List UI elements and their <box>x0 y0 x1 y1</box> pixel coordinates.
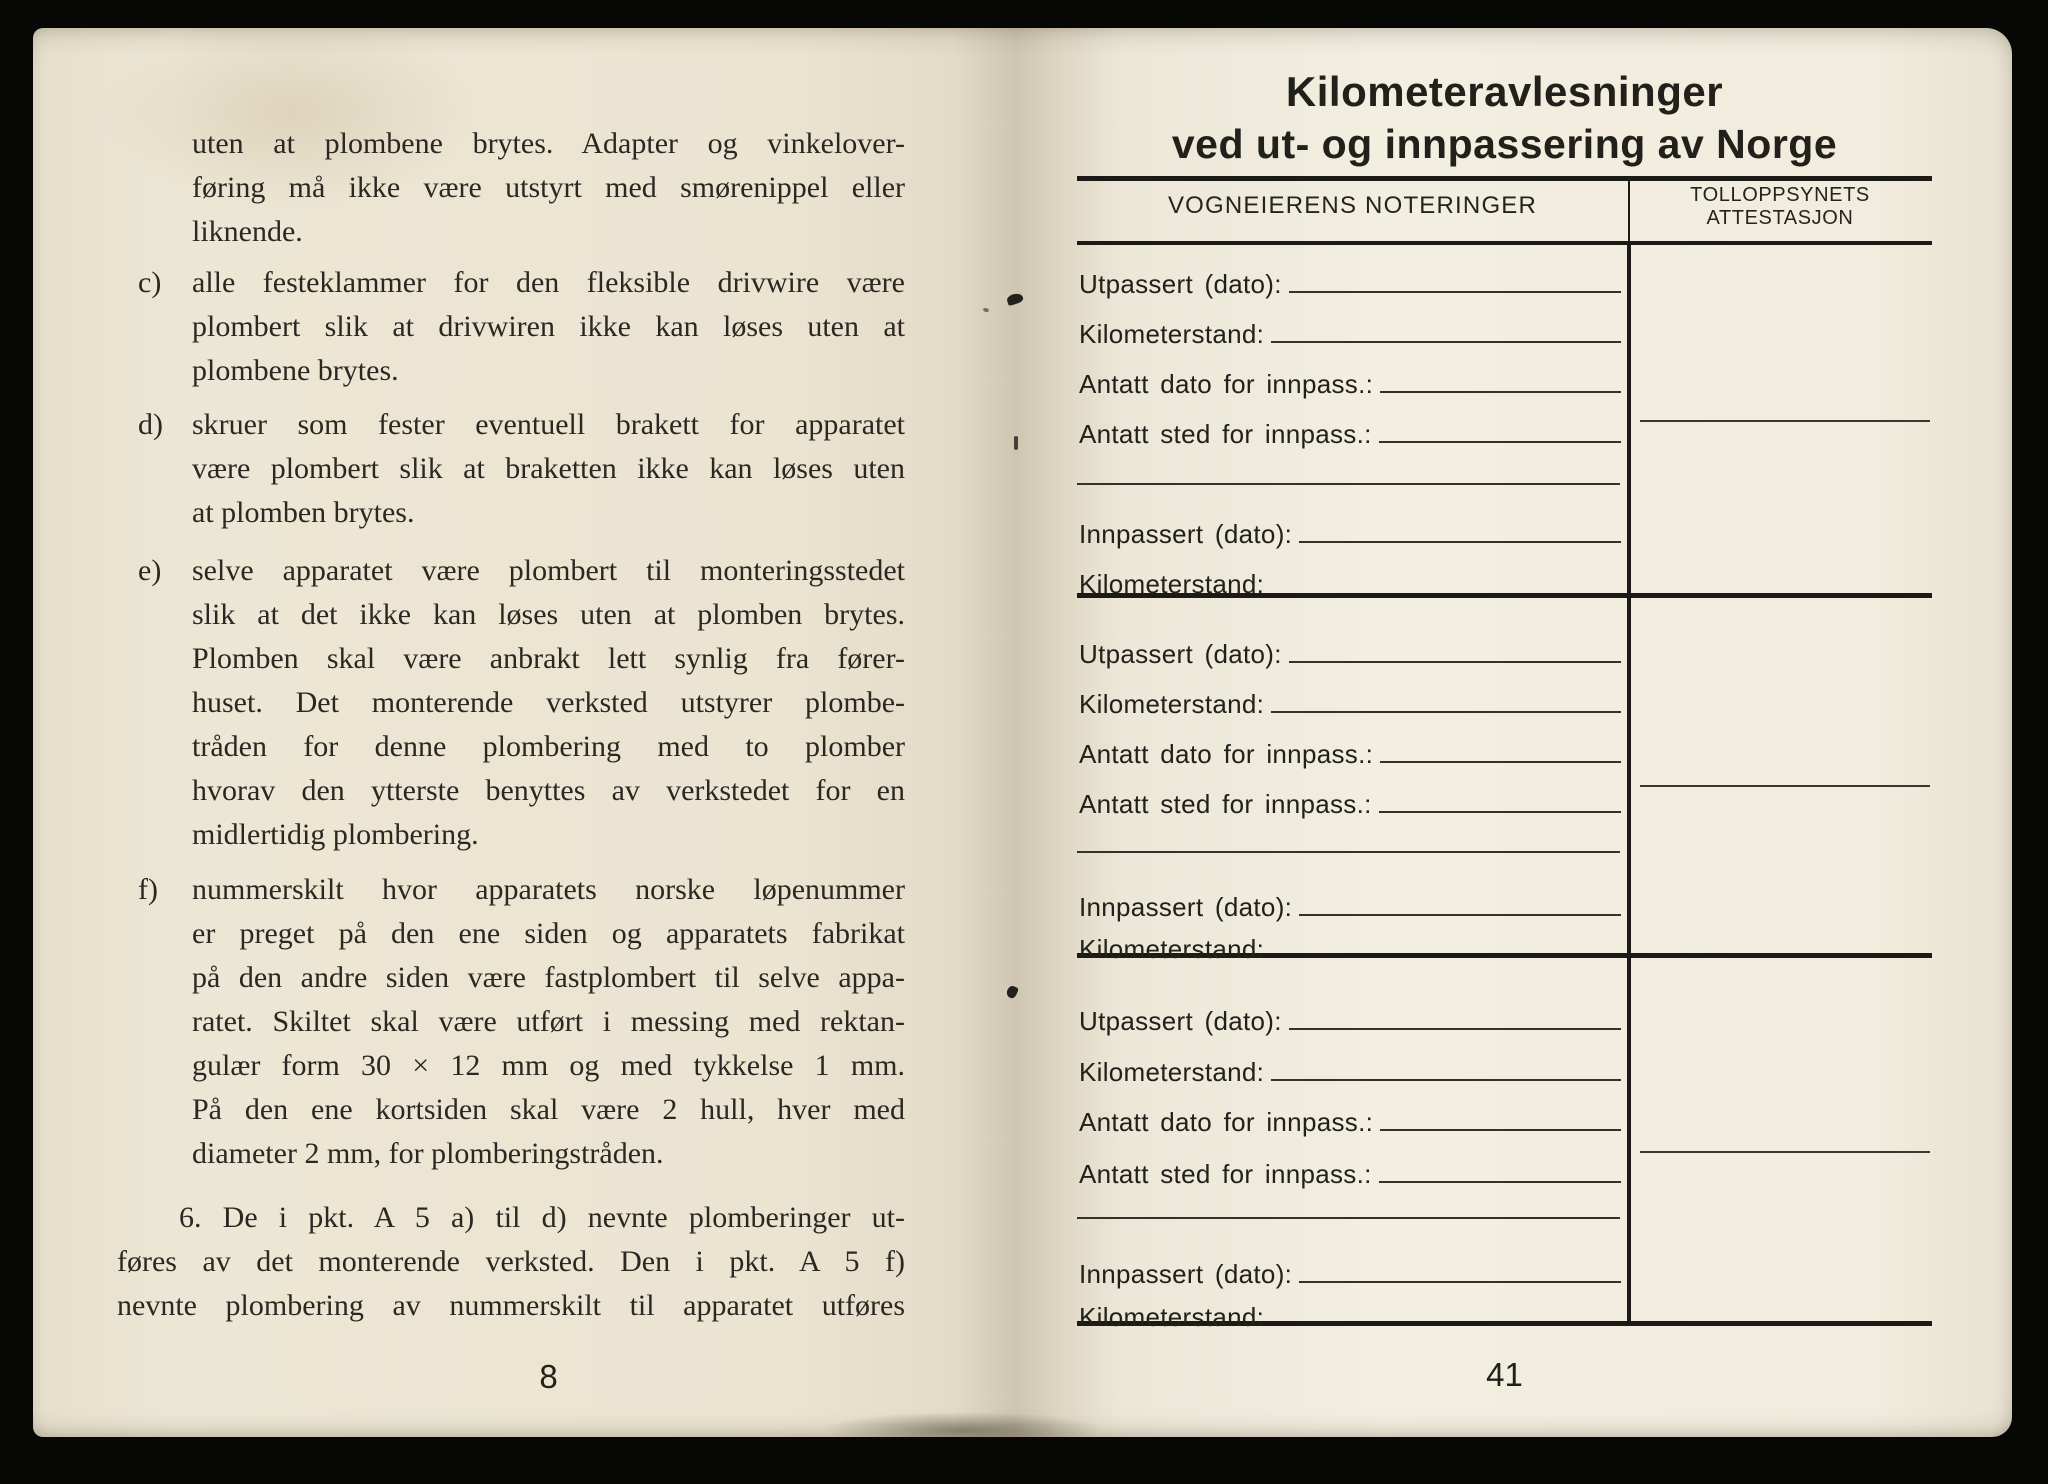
text-line: tråden for denne plombering med to plomber <box>192 730 905 763</box>
text-line: ratet. Skiltet skal være utført i messing med rektan- <box>192 1005 905 1038</box>
form-row <box>1079 319 1621 349</box>
text-line: liknende. <box>192 215 303 248</box>
field-label: Kilometerstand: <box>1079 319 1265 349</box>
table-top-rule <box>1077 176 1932 181</box>
table-header-right-line1: TOLLOPPSYNETS <box>1690 184 1870 206</box>
field-label: Kilometerstand: <box>1079 569 1265 599</box>
fill-line <box>1380 391 1621 393</box>
text-line: diameter 2 mm, for plomberingstråden. <box>192 1137 664 1170</box>
field-label: Antatt dato for innpass.: <box>1079 1107 1374 1137</box>
paper <box>33 28 2012 1437</box>
form-title-line2: ved ut- og innpassering av Norge <box>1171 121 1838 167</box>
page-number-right: 41 <box>1486 1356 1523 1393</box>
text-line: føres av det monterende verksted. Den i pkt. A 5 f) <box>117 1245 905 1278</box>
field-label: Innpassert (dato): <box>1079 1259 1293 1289</box>
field-label: Antatt sted for innpass.: <box>1079 419 1372 449</box>
text-line: på den andre siden være fastplombert til selve appa- <box>192 961 905 994</box>
form-title <box>1077 66 1932 170</box>
text-line: Plomben skal være anbrakt lett synlig fra fører- <box>192 642 905 675</box>
attestation-line <box>1640 785 1930 787</box>
form-row <box>1079 1057 1621 1087</box>
text-line: midlertidig plombering. <box>192 818 479 851</box>
form-row <box>1079 519 1621 549</box>
fill-line <box>1271 1079 1621 1081</box>
field-label: Antatt sted for innpass.: <box>1079 1159 1372 1189</box>
text-line: alle festeklammer for den fleksible drivwire være <box>192 266 905 299</box>
form-block <box>1077 958 1932 1332</box>
column-divider-header <box>1628 181 1630 241</box>
field-label: Kilometerstand: <box>1079 689 1265 719</box>
text-line: 6. De i pkt. A 5 a) til d) nevnte plomberinger ut- <box>179 1201 905 1234</box>
item-label: f) <box>138 873 158 906</box>
field-label: Kilometerstand: <box>1079 1057 1265 1087</box>
text-line: huset. Det monterende verksted utstyrer plombe- <box>192 686 905 719</box>
right-page <box>33 28 2012 1437</box>
fill-line <box>1299 1281 1621 1283</box>
fill-line <box>1299 541 1621 543</box>
form-row <box>1079 1259 1621 1289</box>
form-title-line1: Kilometeravlesninger <box>1285 68 1724 115</box>
form-block <box>1077 598 1932 964</box>
text-line: selve apparatet være plombert til monteringsstedet <box>192 554 905 587</box>
field-label: Utpassert (dato): <box>1079 1006 1282 1036</box>
text-line: plombert slik at drivwiren ikke kan løses uten at <box>192 310 905 343</box>
attestation-line <box>1640 1151 1930 1153</box>
fill-line <box>1299 914 1621 916</box>
fill-line <box>1271 711 1621 713</box>
form-row <box>1079 789 1621 819</box>
fill-line <box>1380 761 1621 763</box>
form-row <box>1079 892 1621 922</box>
form-block <box>1077 243 1932 598</box>
form-row <box>1079 1302 1621 1332</box>
form-row <box>1079 569 1621 599</box>
form-row <box>1079 419 1621 449</box>
page-number-left: 8 <box>539 1358 558 1395</box>
field-label: Innpassert (dato): <box>1079 519 1293 549</box>
field-label: Antatt dato for innpass.: <box>1079 739 1374 769</box>
field-label: Kilometerstand: <box>1079 934 1265 964</box>
form-row <box>1079 639 1621 669</box>
table-header-left: VOGNEIERENS NOTERINGER <box>1167 192 1538 219</box>
fill-line <box>1380 1129 1621 1131</box>
item-label: d) <box>138 408 163 441</box>
text-line: plombene brytes. <box>192 354 399 387</box>
attestation-line <box>1640 420 1930 422</box>
fill-line <box>1379 441 1621 443</box>
text-line: gulær form 30 × 12 mm og med tykkelse 1 mm. <box>192 1049 905 1082</box>
item-label: c) <box>138 266 162 299</box>
form-row <box>1079 1159 1621 1189</box>
text-line: nummerskilt hvor apparatets norske løpenummer <box>192 873 905 906</box>
field-label: Antatt dato for innpass.: <box>1079 369 1374 399</box>
field-label: Utpassert (dato): <box>1079 269 1282 299</box>
blank-fill-line <box>1077 483 1620 485</box>
fill-line <box>1271 341 1621 343</box>
fill-line <box>1289 1028 1621 1030</box>
form-row <box>1079 689 1621 719</box>
text-line: hvorav den ytterste benyttes av verkstedet for en <box>192 774 905 807</box>
table-header-right-line2: ATTESTASJON <box>1706 207 1854 229</box>
fill-line <box>1289 291 1621 293</box>
field-label: Antatt sted for innpass.: <box>1079 789 1372 819</box>
text-line: uten at plombene brytes. Adapter og vinkelover- <box>192 127 905 160</box>
text-line: skruer som fester eventuell brakett for apparatet <box>192 408 905 441</box>
fill-line <box>1289 661 1621 663</box>
fill-line <box>1379 1181 1621 1183</box>
text-line: at plomben brytes. <box>192 496 415 529</box>
text-line: er preget på den ene siden og apparatets fabrikat <box>192 917 905 950</box>
text-line: På den ene kortsiden skal være 2 hull, hver med <box>192 1093 905 1126</box>
blank-fill-line <box>1077 851 1620 853</box>
item-label: e) <box>138 554 162 587</box>
table-header-right <box>1628 184 1932 230</box>
form-row <box>1079 1107 1621 1137</box>
text-line: føring må ikke være utstyrt med smørenippel eller <box>192 171 905 204</box>
text-line: slik at det ikke kan løses uten at plomben brytes. <box>192 598 905 631</box>
form-table <box>1077 176 1932 1332</box>
form-row <box>1079 269 1621 299</box>
blank-fill-line <box>1077 1217 1620 1219</box>
field-label: Utpassert (dato): <box>1079 639 1282 669</box>
field-label: Innpassert (dato): <box>1079 892 1293 922</box>
form-row <box>1079 369 1621 399</box>
text-line: være plombert slik at braketten ikke kan løses uten <box>192 452 905 485</box>
text-line: nevnte plombering av nummerskilt til apparatet utføres <box>117 1289 905 1322</box>
form-row <box>1079 739 1621 769</box>
field-label: Kilometerstand: <box>1079 1302 1265 1332</box>
fill-line <box>1379 811 1621 813</box>
form-row <box>1079 1006 1621 1036</box>
